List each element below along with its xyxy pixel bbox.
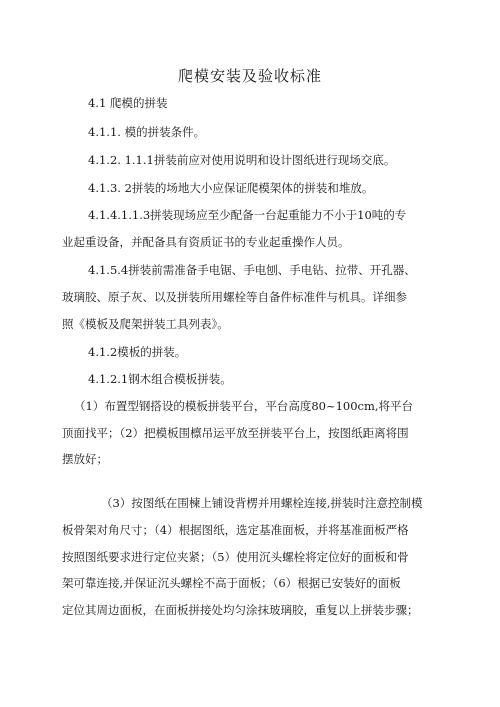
text-line: 板骨架对角尺寸；（4）根据图纸，选定基准面板，并将基准面板严格 (62, 523, 409, 537)
text-line: （3）按图纸在围楝上铺设背楞并用螺栓连接,拼装时注意控制模 (101, 496, 423, 510)
text-line: 定位其周边面板，在面板拼接处均匀涂抹玻璃胶，重复以上拼装步骤； (62, 603, 419, 617)
text-line: 4.1.1. 模的拼装条件。 (88, 125, 206, 139)
text-line: 架可靠连接,并保证沉头螺栓不高于面板；（6）根据已安装好的面板 (62, 576, 401, 590)
text-line: 照《模板及爬架拼装工具列表》。 (62, 317, 229, 331)
text-line: 摆放好； (62, 452, 108, 466)
text-line: 4.1.5.4拼装前需准备手电锯、手电刨、手电钻、拉带、开孔器、 (88, 263, 416, 277)
text-line: 4.1.3. 2拼装的场地大小应保证爬模架体的拼装和堆放。 (88, 181, 374, 195)
text-line: 4.1.2. 1.1.1拼装前应对使用说明和设计图纸进行现场交底。 (88, 153, 396, 167)
text-line: 玻璃胶、原子灰、以及拼装所用螺栓等自备件标准件与机具。详细参 (62, 290, 407, 304)
document-title: 爬模安装及验收标准 (177, 67, 322, 85)
text-line: 4.1.2.1钢木组合模板拼装。 (88, 372, 232, 386)
text-line: 4.1.4.1.1.3拼装现场应至少配备一台起重能力不小于10吨的专 (88, 208, 407, 222)
text-line: 按照图纸要求进行定位夹紧；（5）使用沉头螺栓将定位好的面板和骨 (62, 550, 409, 564)
text-line: 业起重设备，并配备具有资质证书的专业起重操作人员。 (62, 235, 350, 249)
text-line: 4.1.2模板的拼装。 (88, 345, 187, 359)
text-line: 顶面找平；（2）把模板围檩吊运平放至拼装平台上，按图纸距离将围 (62, 426, 409, 440)
section-heading: 4.1 爬模的拼装 (88, 96, 168, 110)
text-line: （1）布置型钢搭设的模板拼装平台，平台高度80~100cm,将平台 (74, 399, 414, 413)
